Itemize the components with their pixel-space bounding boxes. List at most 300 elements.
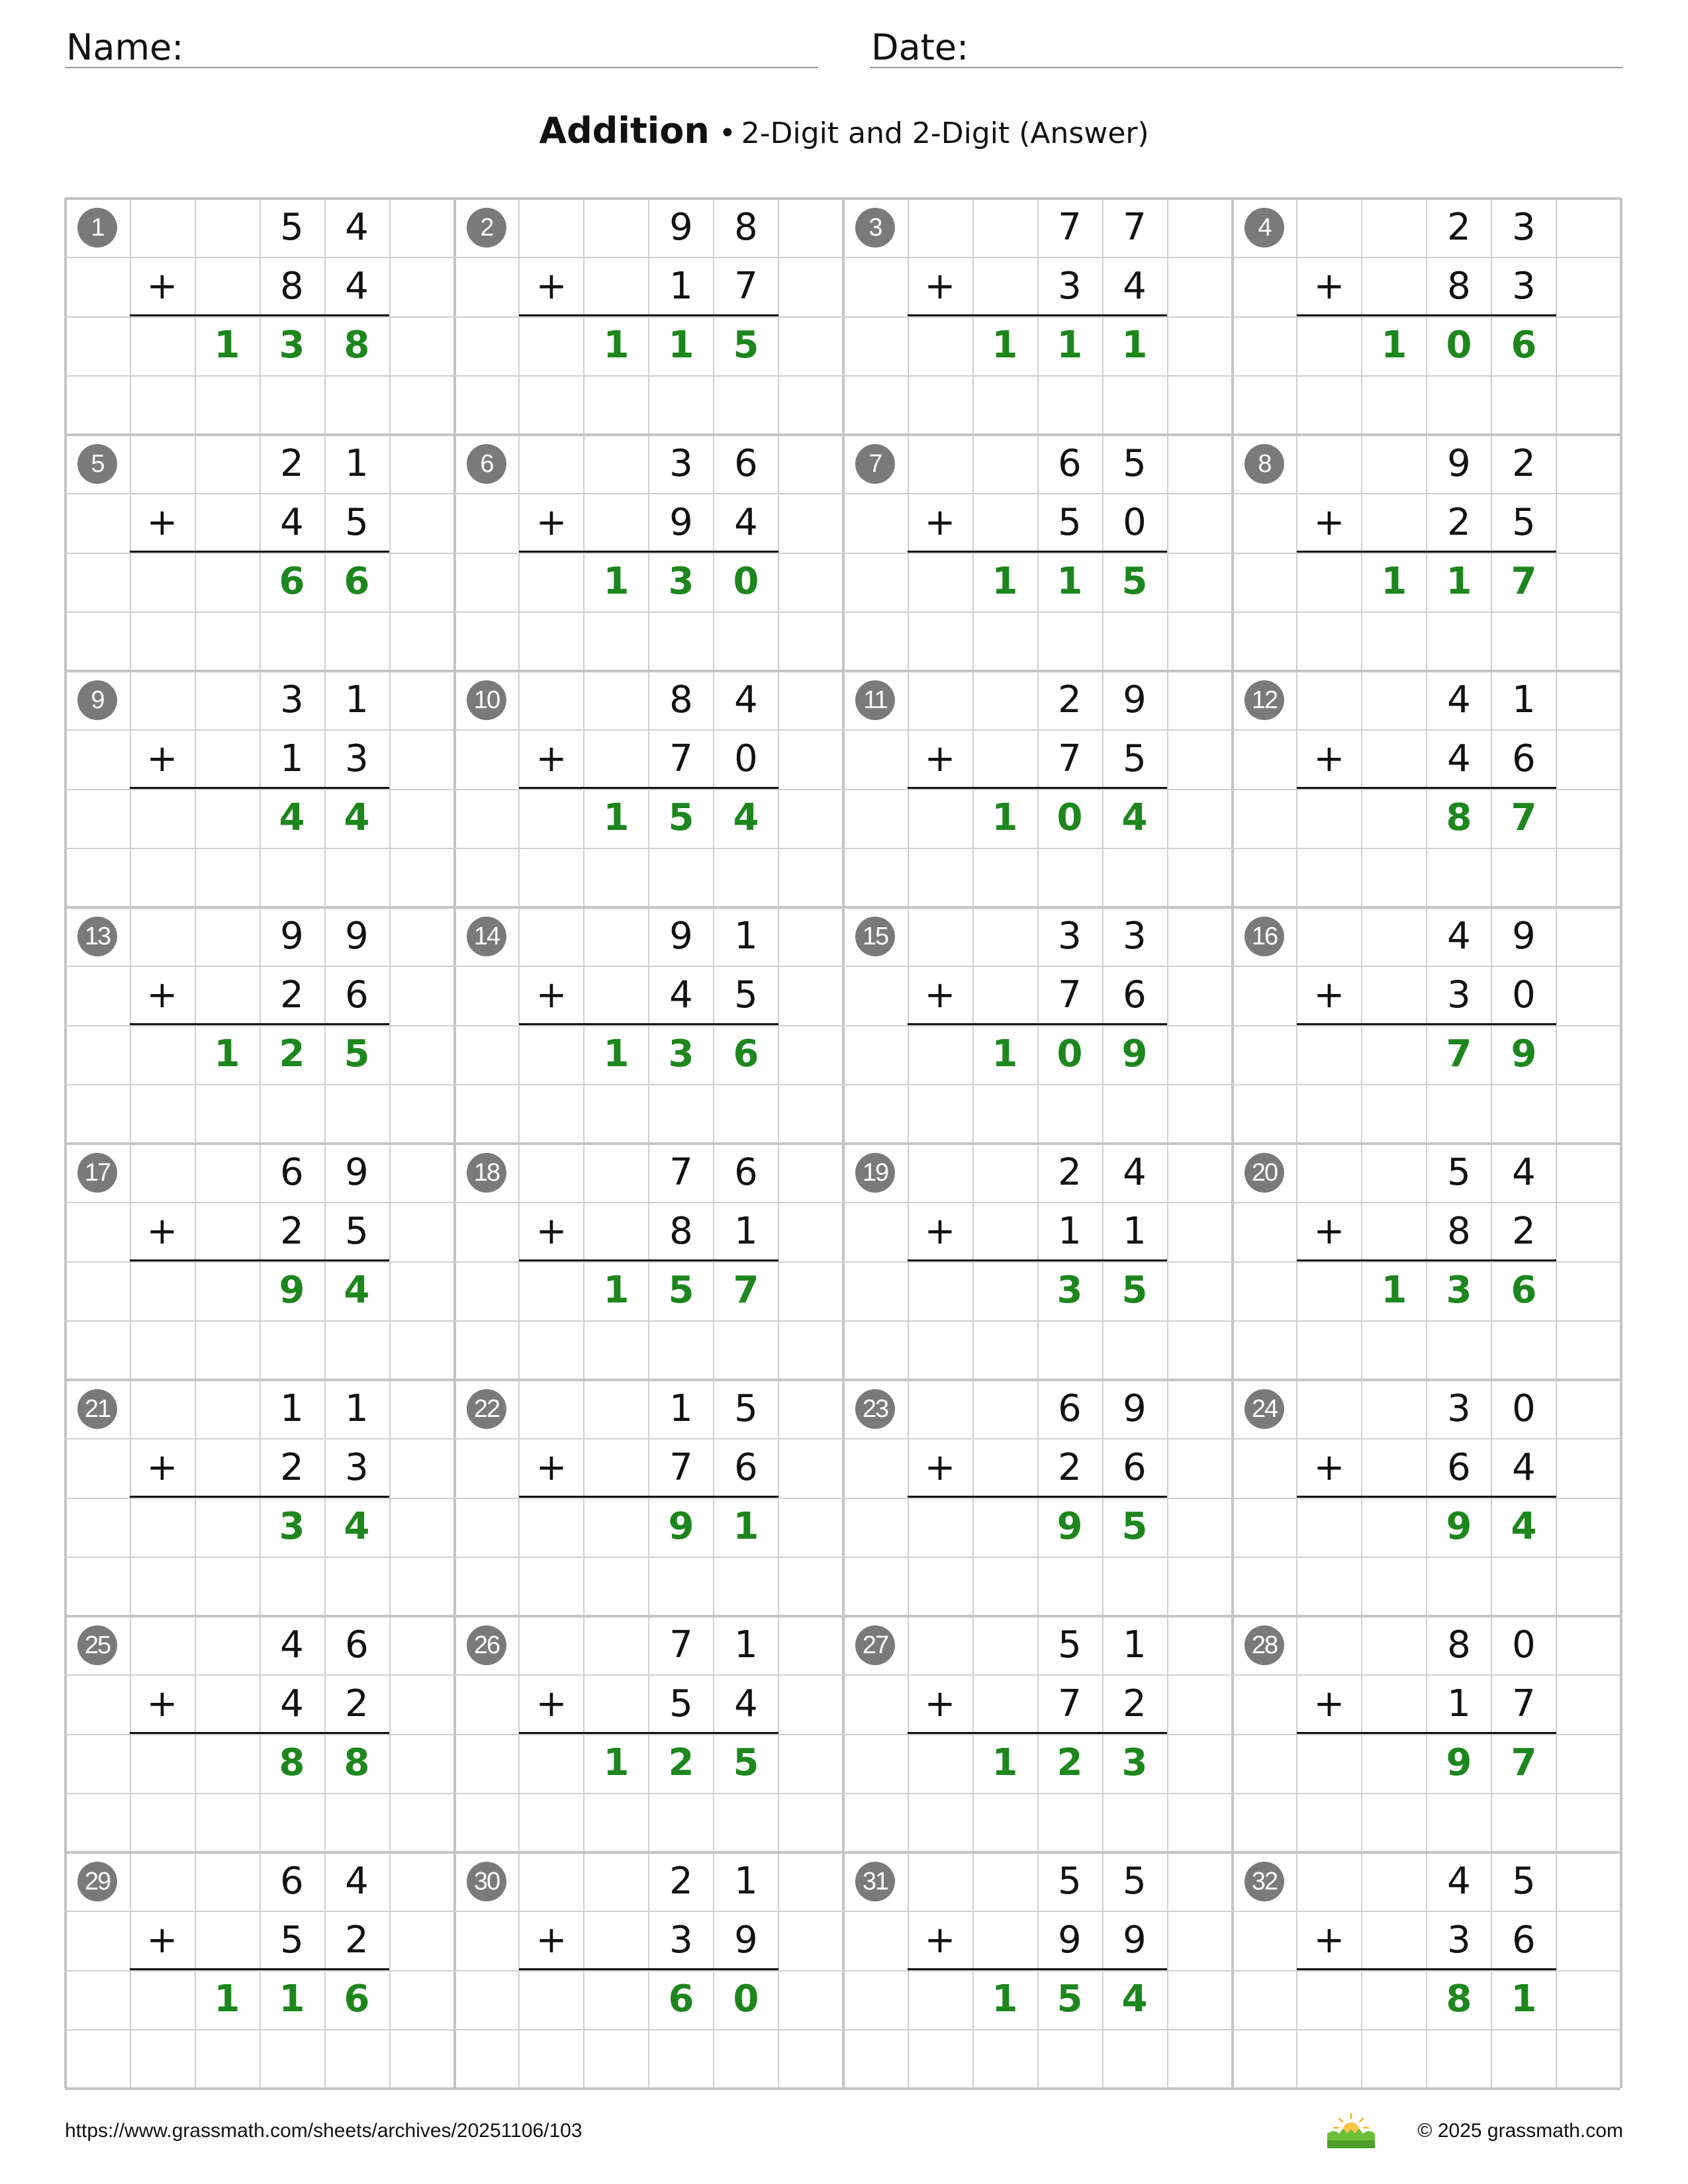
problem-number-badge: 31 [855, 1862, 895, 1901]
problem-number-badge: 29 [77, 1862, 117, 1901]
top-addend-digit: 9 [345, 1151, 369, 1194]
addition-problem [454, 1852, 843, 2088]
bottom-addend-digit: 7 [1058, 737, 1082, 780]
answer-digit: 5 [733, 1741, 759, 1784]
problem-number-badge: 19 [855, 1153, 895, 1193]
answer-digit: 5 [1121, 1505, 1148, 1548]
problem-number-badge: 2 [467, 208, 506, 248]
addition-problem [65, 670, 454, 907]
answer-digit: 0 [1446, 324, 1472, 367]
answer-digit: 1 [733, 1505, 759, 1548]
addition-problem [843, 670, 1232, 907]
top-addend-digit: 7 [1123, 206, 1147, 249]
answer-digit: 0 [733, 1978, 759, 2021]
bottom-addend-digit: 6 [1447, 1446, 1471, 1489]
problem-number-badge: 12 [1244, 680, 1284, 720]
bottom-addend-digit: 5 [734, 974, 758, 1017]
answer-digit: 9 [1056, 1505, 1083, 1548]
addition-problem [843, 907, 1232, 1143]
answer-digit: 7 [733, 1269, 759, 1312]
answer-digit: 8 [1446, 796, 1472, 839]
bottom-addend-digit: 4 [734, 501, 758, 544]
bottom-addend-digit: 4 [280, 1682, 304, 1725]
plus-sign: + [146, 974, 178, 1017]
problem-number-badge: 4 [1244, 208, 1284, 248]
answer-digit: 6 [733, 1032, 759, 1075]
top-addend-digit: 9 [669, 915, 693, 958]
plus-sign: + [146, 501, 178, 544]
addition-problem [454, 434, 843, 670]
problem-grid [65, 198, 1620, 2088]
plus-sign: + [536, 974, 567, 1017]
bottom-addend-digit: 8 [280, 265, 304, 308]
addition-problem [843, 1379, 1232, 1615]
plus-sign: + [146, 1210, 178, 1253]
answer-digit: 1 [992, 560, 1018, 603]
bottom-addend-digit: 7 [1058, 1682, 1082, 1725]
top-addend-digit: 9 [669, 206, 693, 249]
problem-number-badge: 11 [855, 680, 895, 720]
top-addend-digit: 5 [1123, 442, 1147, 485]
problem-number-badge: 21 [77, 1389, 117, 1429]
plus-sign: + [146, 265, 178, 308]
top-addend-digit: 3 [669, 442, 693, 485]
problem-number-badge: 18 [467, 1153, 506, 1193]
answer-digit: 6 [1511, 324, 1537, 367]
top-addend-digit: 1 [1123, 1623, 1147, 1666]
top-addend-digit: 9 [345, 915, 369, 958]
bottom-addend-digit: 4 [345, 265, 369, 308]
top-addend-digit: 4 [1512, 1151, 1536, 1194]
bottom-addend-digit: 1 [1447, 1682, 1471, 1725]
answer-digit: 2 [668, 1741, 694, 1784]
problem-number-badge: 3 [855, 208, 895, 248]
date-field-line[interactable] [870, 67, 1623, 68]
answer-digit: 9 [279, 1269, 305, 1312]
answer-digit: 5 [733, 324, 759, 367]
problem-number-badge: 27 [855, 1625, 895, 1665]
bottom-addend-digit: 3 [1447, 974, 1471, 1017]
addition-problem [65, 1615, 454, 1852]
answer-digit: 1 [1121, 324, 1148, 367]
answer-digit: 1 [1511, 1978, 1537, 2021]
plus-sign: + [146, 1919, 178, 1962]
bottom-addend-digit: 6 [1123, 974, 1147, 1017]
bottom-addend-digit: 8 [1447, 265, 1471, 308]
bottom-addend-digit: 0 [734, 737, 758, 780]
top-addend-digit: 4 [1447, 678, 1471, 721]
answer-digit: 7 [1511, 796, 1537, 839]
top-addend-digit: 5 [1123, 1860, 1147, 1903]
addition-problem [843, 198, 1232, 434]
answer-digit: 1 [214, 324, 240, 367]
date-label: Date: [871, 26, 969, 68]
plus-sign: + [1313, 1682, 1345, 1725]
answer-digit: 1 [992, 1978, 1018, 2021]
addition-problem [65, 434, 454, 670]
answer-digit: 1 [214, 1978, 240, 2021]
addition-problem [65, 907, 454, 1143]
worksheet-title [0, 105, 1688, 166]
bottom-addend-digit: 1 [280, 737, 304, 780]
bottom-addend-digit: 0 [1123, 501, 1147, 544]
top-addend-digit: 5 [734, 1387, 758, 1430]
top-addend-digit: 4 [345, 1860, 369, 1903]
answer-digit: 9 [1511, 1032, 1537, 1075]
answer-digit: 6 [344, 1978, 370, 2021]
plus-sign: + [146, 1682, 178, 1725]
bottom-addend-digit: 6 [734, 1446, 758, 1489]
top-addend-digit: 5 [1058, 1623, 1082, 1666]
bottom-addend-digit: 1 [734, 1210, 758, 1253]
addition-problem [843, 1852, 1232, 2088]
bottom-addend-digit: 6 [1123, 1446, 1147, 1489]
bottom-addend-digit: 7 [1512, 1682, 1536, 1725]
name-field-line[interactable] [65, 67, 818, 68]
bottom-addend-digit: 5 [345, 1210, 369, 1253]
addition-problem [454, 907, 843, 1143]
answer-digit: 1 [1056, 560, 1083, 603]
bottom-addend-digit: 5 [1058, 501, 1082, 544]
plus-sign: + [536, 1682, 567, 1725]
addition-problem [1232, 670, 1621, 907]
top-addend-digit: 2 [1512, 442, 1536, 485]
bottom-addend-digit: 2 [1447, 501, 1471, 544]
answer-digit: 7 [1446, 1032, 1472, 1075]
plus-sign: + [536, 737, 567, 780]
top-addend-digit: 4 [1123, 1151, 1147, 1194]
top-addend-digit: 4 [734, 678, 758, 721]
problem-number-badge: 32 [1244, 1862, 1284, 1901]
plus-sign: + [536, 265, 567, 308]
answer-digit: 5 [1121, 560, 1148, 603]
bottom-addend-digit: 9 [734, 1919, 758, 1962]
top-addend-digit: 9 [1447, 442, 1471, 485]
answer-digit: 3 [1121, 1741, 1148, 1784]
top-addend-digit: 7 [669, 1623, 693, 1666]
top-addend-digit: 1 [280, 1387, 304, 1430]
answer-digit: 2 [279, 1032, 305, 1075]
addition-problem [1232, 1615, 1621, 1852]
addition-problem [454, 1379, 843, 1615]
top-addend-digit: 9 [1123, 1387, 1147, 1430]
answer-digit: 4 [1511, 1505, 1537, 1548]
problem-number-badge: 7 [855, 444, 895, 484]
answer-digit: 5 [1121, 1269, 1148, 1312]
top-addend-digit: 4 [1447, 915, 1471, 958]
problem-number-badge: 13 [77, 917, 117, 956]
problem-number-badge: 25 [77, 1625, 117, 1665]
bottom-addend-digit: 2 [345, 1682, 369, 1725]
bottom-addend-digit: 8 [669, 1210, 693, 1253]
top-addend-digit: 6 [1058, 442, 1082, 485]
answer-digit: 1 [279, 1978, 305, 2021]
answer-digit: 8 [279, 1741, 305, 1784]
plus-sign: + [1313, 737, 1345, 780]
answer-digit: 3 [1056, 1269, 1083, 1312]
top-addend-digit: 3 [1512, 206, 1536, 249]
bottom-addend-digit: 6 [1512, 1919, 1536, 1962]
answer-digit: 9 [1446, 1741, 1472, 1784]
problem-number-badge: 6 [467, 444, 506, 484]
top-addend-digit: 5 [280, 206, 304, 249]
top-addend-digit: 1 [345, 678, 369, 721]
top-addend-digit: 3 [1123, 915, 1147, 958]
bottom-addend-digit: 5 [345, 501, 369, 544]
answer-digit: 1 [992, 324, 1018, 367]
plus-sign: + [1313, 501, 1345, 544]
bottom-addend-digit: 2 [280, 1446, 304, 1489]
top-addend-digit: 1 [734, 1860, 758, 1903]
top-addend-digit: 1 [734, 915, 758, 958]
answer-digit: 1 [603, 1032, 630, 1075]
answer-digit: 4 [1121, 796, 1148, 839]
answer-digit: 4 [344, 1505, 370, 1548]
top-addend-digit: 1 [669, 1387, 693, 1430]
bottom-addend-digit: 9 [669, 501, 693, 544]
bottom-addend-digit: 3 [1512, 265, 1536, 308]
bottom-addend-digit: 4 [280, 501, 304, 544]
addition-problem [65, 198, 454, 434]
plus-sign: + [1313, 1919, 1345, 1962]
answer-digit: 5 [668, 1269, 694, 1312]
bottom-addend-digit: 6 [1512, 737, 1536, 780]
problem-number-badge: 17 [77, 1153, 117, 1193]
answer-digit: 3 [279, 1505, 305, 1548]
answer-digit: 4 [733, 796, 759, 839]
addition-problem [65, 1379, 454, 1615]
grassmath-sun-logo-icon [1327, 2111, 1375, 2148]
problem-number-badge: 9 [77, 680, 117, 720]
answer-digit: 1 [1056, 324, 1083, 367]
problem-number-badge: 15 [855, 917, 895, 956]
answer-digit: 4 [279, 796, 305, 839]
plus-sign: + [536, 1919, 567, 1962]
answer-digit: 3 [668, 560, 694, 603]
bottom-addend-digit: 2 [280, 1210, 304, 1253]
plus-sign: + [924, 974, 956, 1017]
problem-number-badge: 14 [467, 917, 506, 956]
answer-digit: 1 [992, 1032, 1018, 1075]
bottom-addend-digit: 3 [669, 1919, 693, 1962]
problem-number-badge: 30 [467, 1862, 506, 1901]
bottom-addend-digit: 6 [345, 974, 369, 1017]
addition-problem [1232, 1379, 1621, 1615]
answer-digit: 1 [992, 796, 1018, 839]
bottom-addend-digit: 1 [1058, 1210, 1082, 1253]
top-addend-digit: 8 [1447, 1623, 1471, 1666]
problem-number-badge: 24 [1244, 1389, 1284, 1429]
addition-problem [843, 1143, 1232, 1379]
addition-problem [1232, 1143, 1621, 1379]
answer-digit: 2 [1056, 1741, 1083, 1784]
top-addend-digit: 5 [1447, 1151, 1471, 1194]
plus-sign: + [536, 1446, 567, 1489]
bottom-addend-digit: 5 [669, 1682, 693, 1725]
bottom-addend-digit: 4 [1123, 265, 1147, 308]
bottom-addend-digit: 5 [1512, 501, 1536, 544]
problem-number-badge: 16 [1244, 917, 1284, 956]
bottom-addend-digit: 7 [734, 265, 758, 308]
title-bullet: • [718, 116, 736, 150]
answer-digit: 5 [668, 796, 694, 839]
top-addend-digit: 4 [1447, 1860, 1471, 1903]
plus-sign: + [1313, 265, 1345, 308]
bottom-addend-digit: 7 [669, 1446, 693, 1489]
bottom-addend-digit: 1 [1123, 1210, 1147, 1253]
addition-problem [454, 198, 843, 434]
top-addend-digit: 6 [280, 1860, 304, 1903]
top-addend-digit: 6 [280, 1151, 304, 1194]
answer-digit: 4 [344, 796, 370, 839]
top-addend-digit: 5 [1512, 1860, 1536, 1903]
top-addend-digit: 9 [1123, 678, 1147, 721]
bottom-addend-digit: 7 [1058, 974, 1082, 1017]
bottom-addend-digit: 4 [734, 1682, 758, 1725]
bottom-addend-digit: 3 [345, 1446, 369, 1489]
problem-number-badge: 20 [1244, 1153, 1284, 1193]
plus-sign: + [536, 1210, 567, 1253]
answer-digit: 8 [1446, 1978, 1472, 2021]
problem-number-badge: 5 [77, 444, 117, 484]
answer-digit: 7 [1511, 560, 1537, 603]
answer-digit: 1 [668, 324, 694, 367]
top-addend-digit: 8 [734, 206, 758, 249]
answer-digit: 9 [668, 1505, 694, 1548]
answer-digit: 4 [344, 1269, 370, 1312]
answer-digit: 1 [1381, 1269, 1407, 1312]
bottom-addend-digit: 2 [345, 1919, 369, 1962]
plus-sign: + [146, 737, 178, 780]
bottom-addend-digit: 0 [1512, 974, 1536, 1017]
plus-sign: + [924, 265, 956, 308]
top-addend-digit: 3 [1058, 915, 1082, 958]
top-addend-digit: 4 [345, 206, 369, 249]
answer-digit: 1 [1381, 560, 1407, 603]
answer-digit: 1 [214, 1032, 240, 1075]
plus-sign: + [1313, 974, 1345, 1017]
plus-sign: + [1313, 1210, 1345, 1253]
answer-digit: 1 [1381, 324, 1407, 367]
top-addend-digit: 8 [669, 678, 693, 721]
answer-digit: 6 [668, 1978, 694, 2021]
top-addend-digit: 5 [1058, 1860, 1082, 1903]
answer-digit: 0 [1056, 1032, 1083, 1075]
top-addend-digit: 6 [345, 1623, 369, 1666]
addition-problem [1232, 907, 1621, 1143]
plus-sign: + [924, 737, 956, 780]
top-addend-digit: 1 [345, 442, 369, 485]
top-addend-digit: 9 [1512, 915, 1536, 958]
bottom-addend-digit: 2 [1058, 1446, 1082, 1489]
answer-digit: 6 [344, 560, 370, 603]
addition-problem [454, 1615, 843, 1852]
answer-digit: 7 [1511, 1741, 1537, 1784]
answer-digit: 1 [992, 1741, 1018, 1784]
top-addend-digit: 0 [1512, 1387, 1536, 1430]
name-label: Name: [66, 26, 184, 68]
addition-problem [454, 670, 843, 907]
plus-sign: + [924, 1446, 956, 1489]
problem-number-badge: 28 [1244, 1625, 1284, 1665]
addition-problem [843, 1615, 1232, 1852]
bottom-addend-digit: 3 [345, 737, 369, 780]
top-addend-digit: 7 [669, 1151, 693, 1194]
answer-digit: 0 [733, 560, 759, 603]
problem-number-badge: 26 [467, 1625, 506, 1665]
answer-digit: 5 [1056, 1978, 1083, 2021]
problem-number-badge: 22 [467, 1389, 506, 1429]
addition-problem [1232, 198, 1621, 434]
bottom-addend-digit: 9 [1058, 1919, 1082, 1962]
footer-copyright: © 2025 grassmath.com [1417, 2120, 1623, 2142]
top-addend-digit: 1 [345, 1387, 369, 1430]
bottom-addend-digit: 3 [1447, 1919, 1471, 1962]
answer-digit: 3 [668, 1032, 694, 1075]
footer-url: https://www.grassmath.com/sheets/archives/20251106/103 [65, 2120, 583, 2142]
answer-digit: 0 [1056, 796, 1083, 839]
answer-digit: 6 [279, 560, 305, 603]
title-subtitle: 2-Digit and 2-Digit (Answer) [741, 116, 1149, 150]
plus-sign: + [146, 1446, 178, 1489]
bottom-addend-digit: 5 [1123, 737, 1147, 780]
bottom-addend-digit: 4 [1447, 737, 1471, 780]
answer-digit: 1 [603, 560, 630, 603]
bottom-addend-digit: 2 [280, 974, 304, 1017]
plus-sign: + [1313, 1446, 1345, 1489]
bottom-addend-digit: 1 [669, 265, 693, 308]
top-addend-digit: 9 [280, 915, 304, 958]
bottom-addend-digit: 2 [1512, 1210, 1536, 1253]
plus-sign: + [924, 1682, 956, 1725]
plus-sign: + [536, 501, 567, 544]
bottom-addend-digit: 7 [669, 737, 693, 780]
addition-problem [1232, 1852, 1621, 2088]
problem-number-badge: 23 [855, 1389, 895, 1429]
top-addend-digit: 1 [734, 1623, 758, 1666]
addition-problem [1232, 434, 1621, 670]
addition-problem [65, 1852, 454, 2088]
top-addend-digit: 2 [1447, 206, 1471, 249]
answer-digit: 4 [1121, 1978, 1148, 2021]
bottom-addend-digit: 3 [1058, 265, 1082, 308]
answer-digit: 1 [603, 1741, 630, 1784]
top-addend-digit: 0 [1512, 1623, 1536, 1666]
top-addend-digit: 4 [280, 1623, 304, 1666]
answer-digit: 8 [344, 324, 370, 367]
bottom-addend-digit: 9 [1123, 1919, 1147, 1962]
problem-number-badge: 8 [1244, 444, 1284, 484]
bottom-addend-digit: 4 [1512, 1446, 1536, 1489]
bottom-addend-digit: 2 [1123, 1682, 1147, 1725]
top-addend-digit: 1 [1512, 678, 1536, 721]
addition-problem [65, 1143, 454, 1379]
top-addend-digit: 7 [1058, 206, 1082, 249]
top-addend-digit: 6 [734, 442, 758, 485]
answer-digit: 6 [1511, 1269, 1537, 1312]
answer-digit: 3 [279, 324, 305, 367]
title-main: Addition [539, 110, 710, 152]
plus-sign: + [924, 1919, 956, 1962]
bottom-addend-digit: 8 [1447, 1210, 1471, 1253]
plus-sign: + [924, 1210, 956, 1253]
top-addend-digit: 3 [280, 678, 304, 721]
answer-digit: 1 [603, 1269, 630, 1312]
answer-digit: 3 [1446, 1269, 1472, 1312]
top-addend-digit: 2 [280, 442, 304, 485]
bottom-addend-digit: 4 [669, 974, 693, 1017]
answer-digit: 1 [1446, 560, 1472, 603]
